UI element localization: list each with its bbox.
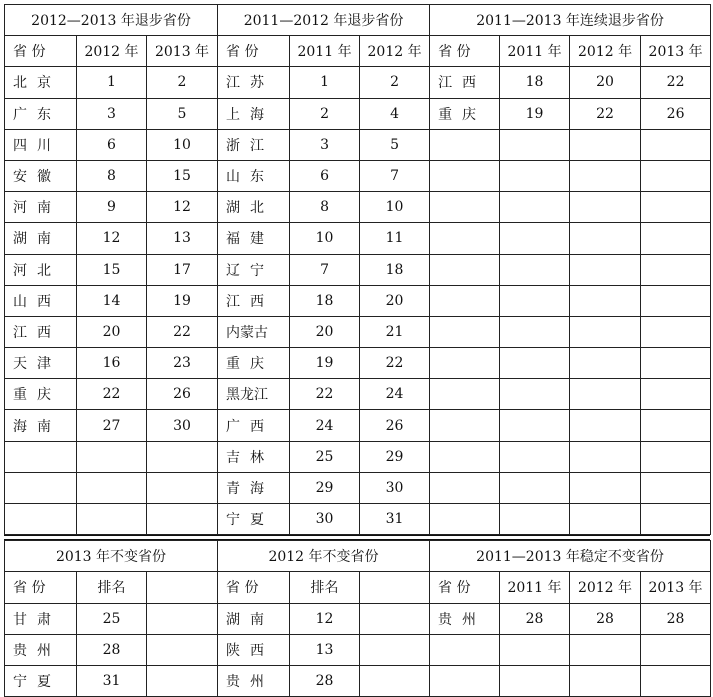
rank-cell [570, 316, 641, 347]
rank-cell [570, 472, 641, 503]
rank-cell [570, 160, 641, 191]
province-cell: 辽宁 [218, 254, 290, 285]
rank-cell: 14 [77, 285, 147, 316]
rank-cell: 24 [360, 379, 430, 410]
table-row [5, 192, 711, 223]
table-row [5, 665, 711, 696]
section-title: 2013 年不变省份 [5, 541, 218, 572]
section-title-row [5, 541, 711, 572]
rank-cell: 29 [360, 441, 430, 472]
rank-cell: 12 [147, 192, 218, 223]
province-cell: 重庆 [5, 379, 77, 410]
section-title: 2011—2012 年退步省份 [218, 5, 430, 36]
rank-cell [641, 285, 711, 316]
province-cell: 福建 [218, 223, 290, 254]
column-header [360, 572, 430, 603]
province-cell: 吉林 [218, 441, 290, 472]
rank-cell: 30 [360, 472, 430, 503]
rank-cell [641, 316, 711, 347]
column-header: 2011 年 [290, 36, 360, 67]
rank-cell: 21 [360, 316, 430, 347]
column-header: 2012 年 [360, 36, 430, 67]
table-row [5, 98, 711, 129]
rank-cell: 22 [77, 379, 147, 410]
province-cell: 内蒙古 [218, 316, 290, 347]
province-cell: 四川 [5, 129, 77, 160]
rank-cell [641, 379, 711, 410]
table-row [5, 504, 711, 535]
table-row [5, 348, 711, 379]
rank-cell: 28 [641, 603, 711, 634]
rank-cell [147, 665, 218, 696]
table-row [5, 254, 711, 285]
rank-cell: 31 [360, 504, 430, 535]
province-cell: 江西 [5, 316, 77, 347]
column-header: 2011 年 [500, 572, 570, 603]
province-cell [430, 634, 500, 665]
section-title-row [5, 5, 711, 36]
province-cell: 江西 [218, 285, 290, 316]
rank-cell [641, 634, 711, 665]
rank-cell [500, 410, 570, 441]
rank-cell: 10 [290, 223, 360, 254]
rank-cell: 26 [147, 379, 218, 410]
province-cell: 陕西 [218, 634, 290, 665]
province-cell: 重庆 [218, 348, 290, 379]
rank-cell: 8 [77, 160, 147, 191]
rank-cell [147, 441, 218, 472]
rank-cell: 28 [500, 603, 570, 634]
province-cell: 安徽 [5, 160, 77, 191]
rank-cell: 29 [290, 472, 360, 503]
column-header: 2013 年 [641, 36, 711, 67]
rank-cell [360, 634, 430, 665]
province-cell: 贵州 [430, 603, 500, 634]
province-cell [430, 129, 500, 160]
rank-cell: 28 [290, 665, 360, 696]
column-header: 2011 年 [500, 36, 570, 67]
rank-cell: 10 [360, 192, 430, 223]
column-header: 2012 年 [77, 36, 147, 67]
province-cell [430, 192, 500, 223]
rank-cell [500, 634, 570, 665]
rank-cell [641, 160, 711, 191]
rank-cell [570, 254, 641, 285]
section-title: 2012—2013 年退步省份 [5, 5, 218, 36]
rank-cell: 18 [500, 67, 570, 98]
table-row [5, 160, 711, 191]
rank-cell [360, 665, 430, 696]
column-header: 2013 年 [147, 36, 218, 67]
rank-cell [570, 192, 641, 223]
province-cell: 山西 [5, 285, 77, 316]
rank-cell: 1 [290, 67, 360, 98]
province-cell: 重庆 [430, 98, 500, 129]
province-cell: 贵州 [5, 634, 77, 665]
province-cell [430, 223, 500, 254]
rank-cell [570, 634, 641, 665]
province-cell: 浙江 [218, 129, 290, 160]
rank-cell [500, 160, 570, 191]
column-header-row [5, 36, 711, 67]
table-row [5, 410, 711, 441]
rank-cell: 27 [77, 410, 147, 441]
rank-cell: 4 [360, 98, 430, 129]
province-cell [430, 316, 500, 347]
rank-cell: 3 [77, 98, 147, 129]
province-cell: 青海 [218, 472, 290, 503]
rank-cell: 20 [77, 316, 147, 347]
rank-cell: 30 [147, 410, 218, 441]
province-cell: 江苏 [218, 67, 290, 98]
province-cell: 天津 [5, 348, 77, 379]
rank-cell: 22 [360, 348, 430, 379]
province-cell [430, 379, 500, 410]
rank-cell [500, 285, 570, 316]
section-title: 2011—2013 年连续退步省份 [430, 5, 711, 36]
rank-cell: 11 [360, 223, 430, 254]
province-cell [5, 504, 77, 535]
regressing-provinces-table [4, 4, 711, 535]
rank-cell [641, 348, 711, 379]
rank-cell [147, 603, 218, 634]
rank-cell [500, 379, 570, 410]
rank-cell: 1 [77, 67, 147, 98]
column-header: 排名 [290, 572, 360, 603]
province-cell: 宁夏 [5, 665, 77, 696]
rank-cell: 25 [77, 603, 147, 634]
rank-cell: 22 [570, 98, 641, 129]
rank-cell: 10 [147, 129, 218, 160]
province-cell: 湖北 [218, 192, 290, 223]
rank-cell [147, 504, 218, 535]
section-title: 2012 年不变省份 [218, 541, 430, 572]
rank-cell: 3 [290, 129, 360, 160]
column-header-row [5, 572, 711, 603]
province-cell [430, 254, 500, 285]
rank-cell [77, 504, 147, 535]
stable-provinces-table [4, 540, 711, 697]
table-row [5, 634, 711, 665]
province-cell [5, 441, 77, 472]
province-cell: 甘肃 [5, 603, 77, 634]
province-cell: 上海 [218, 98, 290, 129]
province-cell: 广东 [5, 98, 77, 129]
province-cell: 河南 [5, 192, 77, 223]
column-header: 省 份 [430, 36, 500, 67]
rank-cell [570, 129, 641, 160]
rank-cell: 13 [147, 223, 218, 254]
rank-cell [500, 348, 570, 379]
rank-cell [500, 316, 570, 347]
rank-cell: 17 [147, 254, 218, 285]
table-row [5, 472, 711, 503]
rank-cell: 20 [290, 316, 360, 347]
column-header: 排名 [77, 572, 147, 603]
rank-cell: 5 [147, 98, 218, 129]
rank-cell: 30 [290, 504, 360, 535]
province-cell: 广西 [218, 410, 290, 441]
table-row [5, 67, 711, 98]
rank-cell [570, 504, 641, 535]
column-header: 省 份 [218, 572, 290, 603]
rank-cell: 2 [147, 67, 218, 98]
rank-table-sheet [4, 4, 710, 697]
rank-cell: 5 [360, 129, 430, 160]
table-row [5, 129, 711, 160]
rank-cell: 13 [290, 634, 360, 665]
rank-cell [641, 129, 711, 160]
rank-cell [500, 129, 570, 160]
rank-cell: 19 [147, 285, 218, 316]
column-header: 省 份 [5, 572, 77, 603]
table-row [5, 285, 711, 316]
rank-cell [77, 472, 147, 503]
province-cell [5, 472, 77, 503]
rank-cell [500, 441, 570, 472]
rank-cell [147, 634, 218, 665]
rank-cell [500, 504, 570, 535]
rank-cell: 8 [290, 192, 360, 223]
province-cell [430, 441, 500, 472]
rank-cell: 7 [360, 160, 430, 191]
column-header: 2012 年 [570, 572, 641, 603]
rank-cell: 15 [77, 254, 147, 285]
rank-cell [641, 192, 711, 223]
rank-cell: 28 [570, 603, 641, 634]
rank-cell: 7 [290, 254, 360, 285]
rank-cell [641, 665, 711, 696]
rank-cell: 2 [360, 67, 430, 98]
rank-cell [641, 410, 711, 441]
rank-cell: 6 [77, 129, 147, 160]
rank-cell [500, 472, 570, 503]
rank-cell [147, 472, 218, 503]
rank-cell: 2 [290, 98, 360, 129]
province-cell: 湖南 [218, 603, 290, 634]
column-header: 2012 年 [570, 36, 641, 67]
column-header: 2013 年 [641, 572, 711, 603]
rank-cell [570, 223, 641, 254]
rank-cell: 9 [77, 192, 147, 223]
rank-cell [500, 254, 570, 285]
province-cell: 河北 [5, 254, 77, 285]
rank-cell [641, 441, 711, 472]
column-header [147, 572, 218, 603]
rank-cell: 26 [641, 98, 711, 129]
rank-cell [500, 665, 570, 696]
rank-cell: 19 [290, 348, 360, 379]
rank-cell: 31 [77, 665, 147, 696]
rank-cell: 24 [290, 410, 360, 441]
column-header: 省 份 [5, 36, 77, 67]
column-header: 省 份 [430, 572, 500, 603]
rank-cell [360, 603, 430, 634]
rank-cell [570, 379, 641, 410]
rank-cell [500, 192, 570, 223]
rank-cell: 18 [360, 254, 430, 285]
rank-cell [641, 254, 711, 285]
rank-cell: 12 [77, 223, 147, 254]
rank-cell: 16 [77, 348, 147, 379]
rank-cell: 26 [360, 410, 430, 441]
province-cell: 湖南 [5, 223, 77, 254]
rank-cell: 19 [500, 98, 570, 129]
rank-cell: 6 [290, 160, 360, 191]
province-cell [430, 472, 500, 503]
province-cell [430, 410, 500, 441]
province-cell: 宁夏 [218, 504, 290, 535]
rank-cell [570, 665, 641, 696]
rank-cell: 23 [147, 348, 218, 379]
rank-cell [641, 504, 711, 535]
province-cell: 北京 [5, 67, 77, 98]
province-cell [430, 160, 500, 191]
rank-cell: 15 [147, 160, 218, 191]
province-cell: 海南 [5, 410, 77, 441]
rank-cell [641, 223, 711, 254]
section-title: 2011—2013 年稳定不变省份 [430, 541, 711, 572]
province-cell [430, 285, 500, 316]
rank-cell: 20 [360, 285, 430, 316]
table-row [5, 379, 711, 410]
province-cell: 贵州 [218, 665, 290, 696]
rank-cell [641, 472, 711, 503]
province-cell: 黑龙江 [218, 379, 290, 410]
rank-cell: 25 [290, 441, 360, 472]
province-cell [430, 504, 500, 535]
rank-cell: 18 [290, 285, 360, 316]
column-header: 省 份 [218, 36, 290, 67]
province-cell [430, 665, 500, 696]
province-cell: 山东 [218, 160, 290, 191]
province-cell: 江西 [430, 67, 500, 98]
table-row [5, 316, 711, 347]
rank-cell [77, 441, 147, 472]
rank-cell [570, 285, 641, 316]
rank-cell: 22 [641, 67, 711, 98]
rank-cell: 28 [77, 634, 147, 665]
rank-cell: 22 [147, 316, 218, 347]
table-row [5, 441, 711, 472]
rank-cell: 22 [290, 379, 360, 410]
rank-cell [570, 441, 641, 472]
rank-cell [570, 410, 641, 441]
province-cell [430, 348, 500, 379]
table-row [5, 223, 711, 254]
rank-cell: 20 [570, 67, 641, 98]
table-row [5, 603, 711, 634]
rank-cell [500, 223, 570, 254]
rank-cell: 12 [290, 603, 360, 634]
rank-cell [570, 348, 641, 379]
